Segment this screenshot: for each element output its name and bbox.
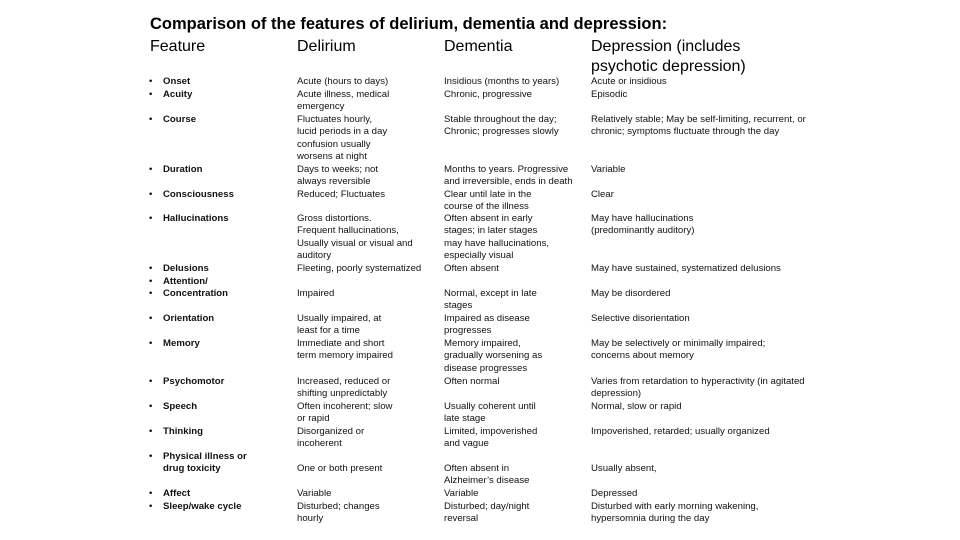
dementia-cell: Limited, impoverished and vague: [444, 426, 538, 450]
bullet-icon: •: [149, 376, 153, 387]
feature-cell: Psychomotor: [163, 376, 225, 387]
bullet-icon: •: [149, 114, 153, 125]
feature-cell: Speech: [163, 401, 198, 412]
feature-cell: Thinking: [163, 426, 203, 437]
feature-cell: Acuity: [163, 89, 193, 100]
header-depression: Depression (includes psychotic depression): [591, 38, 746, 75]
dementia-cell: Chronic, progressive: [444, 89, 532, 100]
delirium-cell: Reduced; Fluctuates: [297, 189, 385, 200]
depression-cell: Varies from retardation to hyperactivity (in agitated depression): [591, 376, 805, 400]
delirium-cell: Increased, reduced or shifting unpredictably: [297, 376, 391, 400]
delirium-cell: Acute illness, medical emergency: [297, 89, 390, 113]
depression-cell: Disturbed with early morning wakening, hypersomnia during the day: [591, 501, 759, 525]
depression-cell: Selective disorientation: [591, 313, 690, 324]
depression-cell: Acute or insidious: [591, 76, 667, 87]
delirium-cell: One or both present: [297, 463, 383, 474]
bullet-icon: •: [149, 276, 153, 287]
header-delirium: Delirium: [297, 38, 356, 55]
header-feature: Feature: [150, 38, 206, 55]
bullet-icon: •: [149, 89, 153, 100]
feature-cell: Affect: [163, 488, 191, 499]
depression-cell: May have sustained, systematized delusions: [591, 263, 781, 274]
dementia-cell: Often absent in early stages; in later stages may have hallucinations, especially visual: [444, 213, 550, 262]
depression-cell: May be disordered: [591, 288, 671, 299]
delirium-cell: Disorganized or incoherent: [297, 426, 365, 450]
bullet-icon: •: [149, 426, 153, 437]
bullet-icon: •: [149, 451, 153, 462]
delirium-cell: Disturbed; changes hourly: [297, 501, 380, 525]
bullet-icon: •: [149, 501, 153, 512]
delirium-cell: Acute (hours to days): [297, 76, 389, 87]
bullet-icon: •: [149, 263, 153, 274]
bullet-icon: •: [149, 164, 153, 175]
depression-cell: Episodic: [591, 89, 628, 100]
depression-cell: May be selectively or minimally impaired; concerns about memory: [591, 338, 766, 362]
feature-cell: Delusions: [163, 263, 209, 274]
feature-cell: Physical illness or drug toxicity: [163, 451, 247, 475]
delirium-cell: Gross distortions. Frequent hallucinations, Usually visual or visual and auditory: [297, 213, 413, 262]
bullet-icon: •: [149, 213, 153, 224]
dementia-cell: Impaired as disease progresses: [444, 313, 530, 337]
dementia-cell: Insidious (months to years): [444, 76, 560, 87]
delirium-cell: Immediate and short term memory impaired: [297, 338, 393, 362]
feature-cell: Hallucinations: [163, 213, 229, 224]
depression-cell: Normal, slow or rapid: [591, 401, 682, 412]
delirium-cell: Days to weeks; not always reversible: [297, 164, 379, 188]
dementia-cell: Often absent: [444, 263, 499, 274]
feature-cell: Consciousness: [163, 189, 234, 200]
feature-cell: Concentration: [163, 288, 229, 299]
header-dementia: Dementia: [444, 38, 513, 55]
dementia-cell: Often normal: [444, 376, 500, 387]
dementia-cell: Stable throughout the day; Chronic; progresses slowly: [444, 114, 559, 138]
feature-cell: Attention/: [163, 276, 208, 287]
feature-cell: Duration: [163, 164, 203, 175]
depression-cell: Variable: [591, 164, 626, 175]
bullet-icon: •: [149, 288, 153, 299]
dementia-cell: Clear until late in the course of the illness: [444, 189, 532, 213]
bullet-icon: •: [149, 401, 153, 412]
delirium-cell: Often incoherent; slow or rapid: [297, 401, 393, 425]
dementia-cell: Usually coherent until late stage: [444, 401, 536, 425]
delirium-cell: Variable: [297, 488, 332, 499]
feature-cell: Orientation: [163, 313, 215, 324]
depression-cell: Relatively stable; May be self-limiting, recurrent, or chronic; symptoms fluctuate through the day: [591, 114, 806, 138]
feature-cell: Sleep/wake cycle: [163, 501, 242, 512]
dementia-cell: Disturbed; day/night reversal: [444, 501, 530, 525]
dementia-cell: Months to years. Progressive and irreversible, ends in death: [444, 164, 573, 188]
depression-cell: Usually absent,: [591, 463, 657, 474]
dementia-cell: Memory impaired, gradually worsening as disease progresses: [444, 338, 543, 374]
depression-cell: May have hallucinations (predominantly auditory): [591, 213, 695, 237]
dementia-cell: Often absent in Alzheimer’s disease: [444, 463, 530, 487]
feature-cell: Onset: [163, 76, 191, 87]
bullet-icon: •: [149, 76, 153, 87]
dementia-cell: Variable: [444, 488, 479, 499]
bullet-icon: •: [149, 488, 153, 499]
delirium-cell: Impaired: [297, 288, 335, 299]
feature-cell: Memory: [163, 338, 200, 349]
bullet-icon: •: [149, 189, 153, 200]
feature-cell: Course: [163, 114, 197, 125]
delirium-cell: Usually impaired, at least for a time: [297, 313, 382, 337]
delirium-cell: Fleeting, poorly systematized: [297, 263, 422, 274]
bullet-icon: •: [149, 313, 153, 324]
depression-cell: Depressed: [591, 488, 638, 499]
depression-cell: Clear: [591, 189, 614, 200]
depression-cell: Impoverished, retarded; usually organized: [591, 426, 770, 437]
delirium-cell: Fluctuates hourly, lucid periods in a day confusion usually worsens at night: [297, 114, 388, 163]
dementia-cell: Normal, except in late stages: [444, 288, 537, 312]
page-title: Comparison of the features of delirium, dementia and depression:: [150, 15, 668, 33]
bullet-icon: •: [149, 338, 153, 349]
